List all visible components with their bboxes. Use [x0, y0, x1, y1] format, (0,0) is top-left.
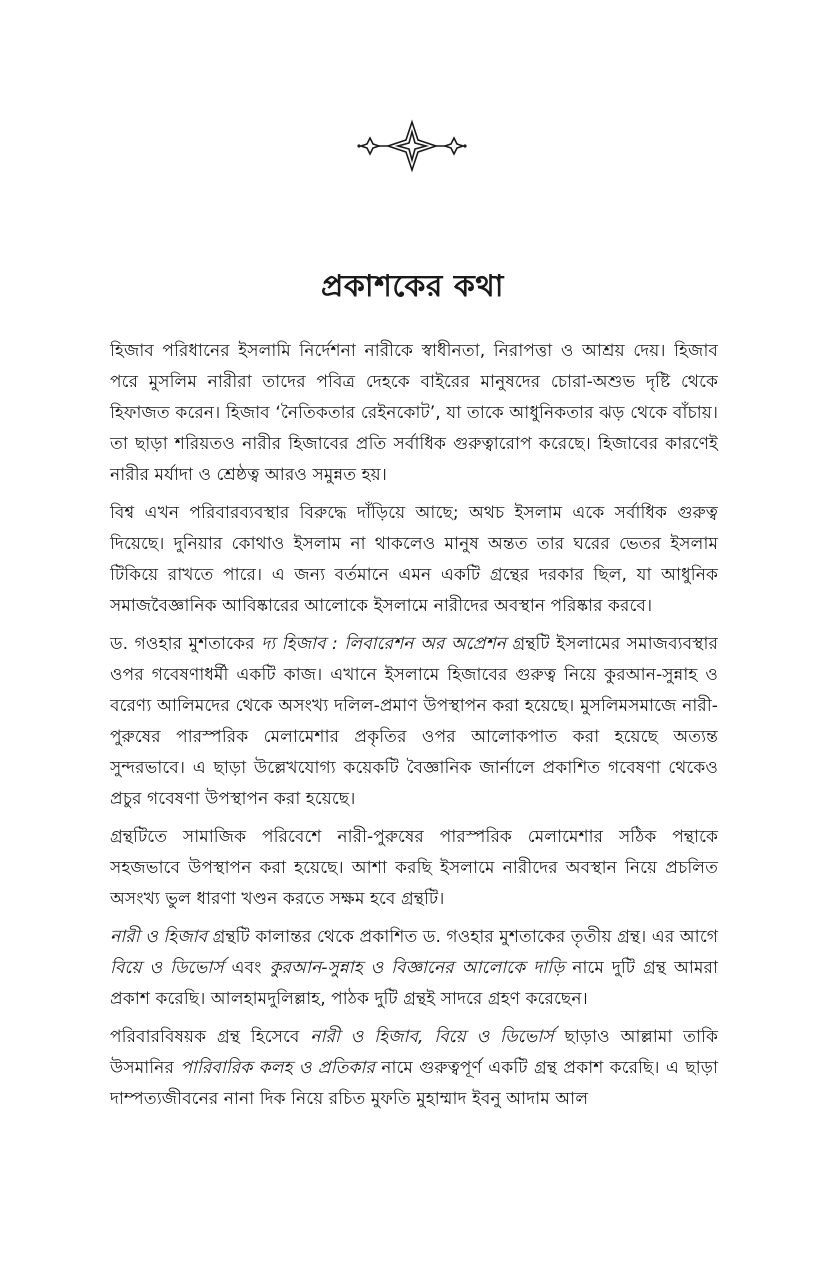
book-title-italic: নারী ও হিজাব: [110, 927, 208, 947]
paragraph: [110, 629, 718, 815]
paragraph: [110, 822, 718, 915]
text-run: গ্রন্থটি কালান্তর থেকে প্রকাশিত ড. গওহার মুশতাকের তৃতীয় গ্রন্থ। এর আগে: [207, 927, 718, 947]
book-title-italic: কুরআন-সুন্নাহ ও বিজ্ঞানের আলোকে দাড়ি: [269, 958, 565, 978]
text-run: ছাড়াও আল্লামা তাকি উসমানির: [110, 1027, 718, 1078]
paragraph: [110, 1022, 718, 1115]
paragraph: [110, 922, 718, 1015]
paragraph: [110, 336, 718, 491]
text-run: ড. গওহার মুশতাকের: [110, 634, 262, 654]
text-run: হিজাব পরিধানের ইসলামি নির্দেশনা নারীকে স্বাধীনতা, নিরাপত্তা ও আশ্রয় দেয়। হিজাব পরে মুসলিম নারীরা তাদের পবিত্র দেহকে বাইরের মানুষদের চোরা-অশুভ দৃষ্টি থেকে হিফাজত করেন। হিজাব ‘নৈতিকতার রেইনকোট’, যা তাকে আধুনিকতার ঝড় থেকে বাঁচায়। তা ছাড়া শরিয়তও নারীর হিজাবের প্রতি সর্বাধিক গুরুত্বারোপ করেছে। হিজাবের কারণেই নারীর মর্যাদা ও শ্রেষ্ঠত্ব আরও সমুন্নত হয়।: [110, 341, 718, 485]
page-title: প্রকাশকের কথা: [321, 269, 504, 304]
book-title-italic: নারী ও হিজাব, বিয়ে ও ডিভোর্স: [310, 1027, 554, 1047]
text-run: এবং: [223, 958, 270, 978]
body-text: [110, 336, 718, 1122]
diamond-star-ornament-icon: [352, 118, 472, 174]
text-run: গ্রন্থটি ইসলামের সমাজব্যবস্থার ওপর গবেষণাধর্মী একটি কাজ। এখানে ইসলামে হিজাবের গুরুত্ব নিয়ে কুরআন-সুন্নাহ ও বরেণ্য আলিমদের থেকে অসংখ্য দলিল-প্রমাণ উপস্থাপন করা হয়েছে। মুসলিমসমাজে নারী-পুরুষের পারস্পরিক মেলামেশার প্রকৃতির ওপর আলোকপাত করা হয়েছে অত্যন্ত সুন্দরভাবে। এ ছাড়া উল্লেখযোগ্য কয়েকটি বৈজ্ঞানিক জার্নালে প্রকাশিত গবেষণা থেকেও প্রচুর গবেষণা উপস্থাপন করা হয়েছে।: [110, 634, 718, 809]
book-title-italic: পারিবারিক কলহ ও প্রতিকার: [180, 1058, 375, 1078]
book-title-italic: দ্য হিজাব : লিবারেশন অর অপ্রেশন: [261, 634, 506, 654]
text-run: বিশ্ব এখন পরিবারব্যবস্থার বিরুদ্ধে দাঁড়িয়ে আছে; অথচ ইসলাম একে সর্বাধিক গুরুত্ব দিয়েছে। দুনিয়ার কোথাও ইসলাম না থাকলেও মানুষ অন্তত তার ঘরের ভেতর ইসলাম টিকিয়ে রাখতে পারে। এ জন্য বর্তমানে এমন একটি গ্রন্থের দরকার ছিল, যা আধুনিক সমাজবৈজ্ঞানিক আবিষ্কারের আলোকে ইসলামে নারীদের অবস্থান পরিষ্কার করবে।: [110, 503, 718, 616]
book-title-italic: বিয়ে ও ডিভোর্স: [110, 958, 224, 978]
text-run: নামে দুটি গ্রন্থ আমরা প্রকাশ করেছি। আলহামদুলিল্লাহ, পাঠক দুটি গ্রন্থই সাদরে গ্রহণ করেছেন।: [110, 958, 718, 1009]
text-run: গ্রন্থটিতে সামাজিক পরিবেশে নারী-পুরুষের পারস্পরিক মেলামেশার সঠিক পন্থাকে সহজভাবে উপস্থাপন করা হয়েছে। আশা করছি ইসলামে নারীদের অবস্থান নিয়ে প্রচলিত অসংখ্য ভুল ধারণা খণ্ডন করতে সক্ষম হবে গ্রন্থটি।: [110, 827, 718, 909]
paragraph: [110, 498, 718, 622]
text-run: পরিবারবিষয়ক গ্রন্থ হিসেবে: [110, 1027, 311, 1047]
text-run: নামে গুরুত্বপূর্ণ একটি গ্রন্থ প্রকাশ করেছি। এ ছাড়া দাম্পত্যজীবনের নানা দিক নিয়ে রচিত মুফতি মুহাম্মাদ ইবনু আদাম আল: [110, 1058, 718, 1109]
